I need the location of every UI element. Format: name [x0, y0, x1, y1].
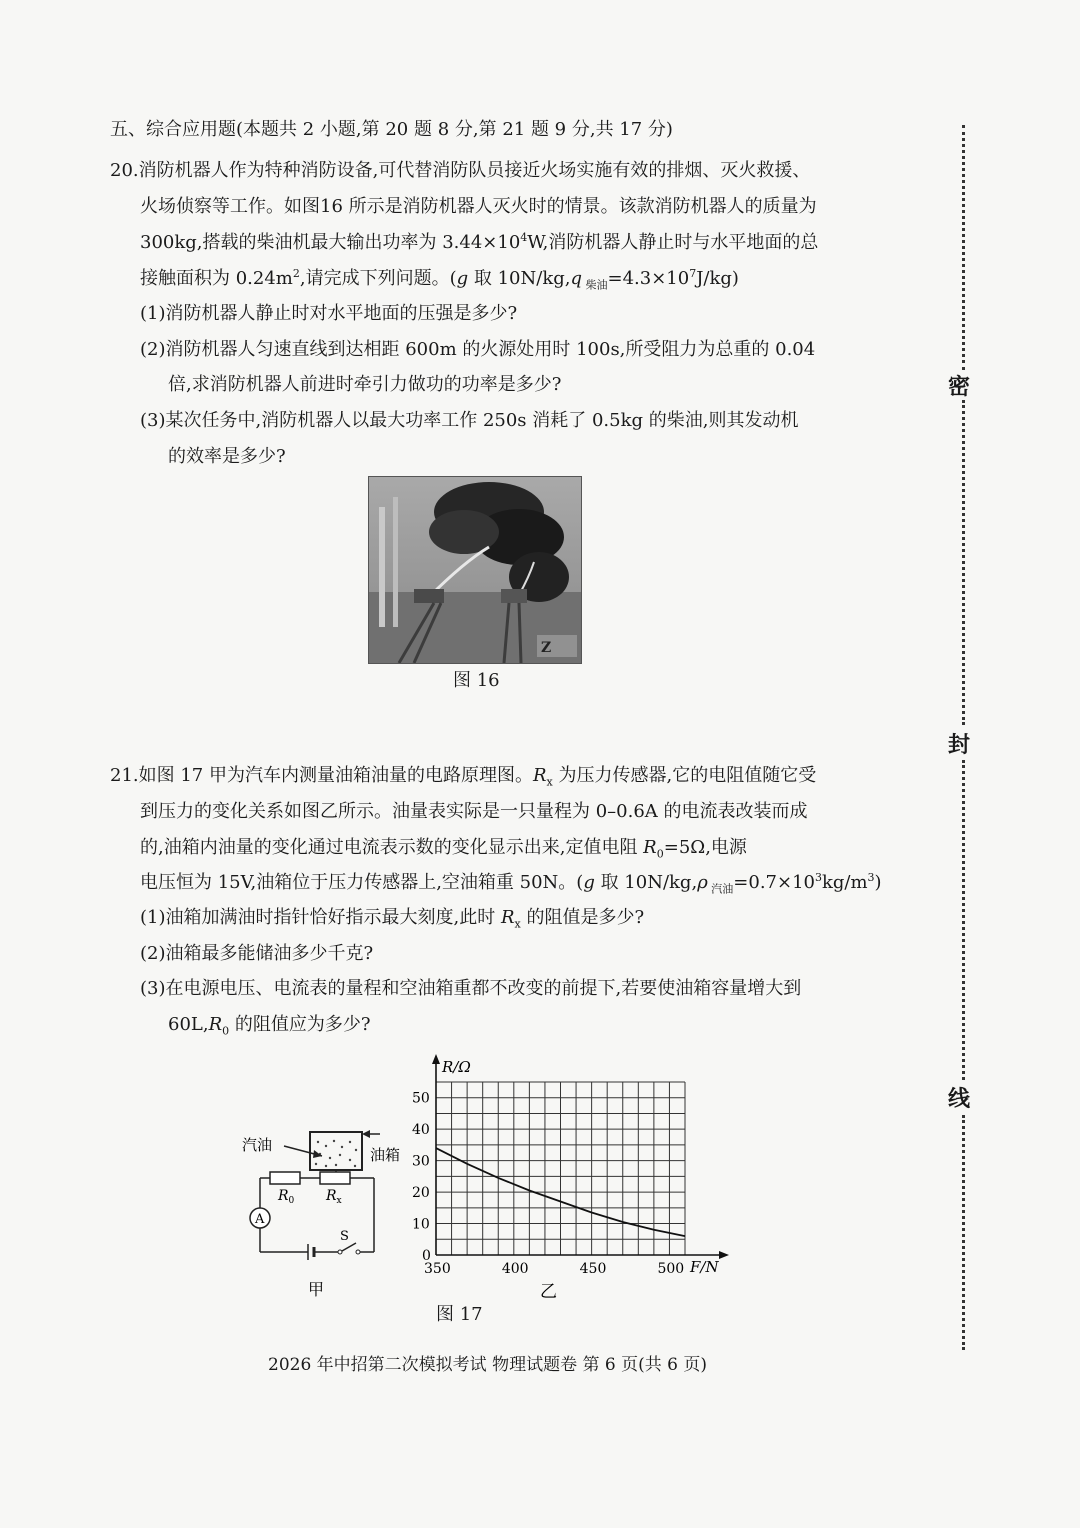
q20-q-symbol: q — [570, 268, 583, 289]
q21-part-3b-text: 60L, — [168, 1014, 209, 1035]
label-petrol: 汽油 — [242, 1136, 273, 1154]
y-tick-label: 50 — [412, 1090, 430, 1107]
q21-rx-symbol: R — [532, 765, 547, 786]
q21-line-4c: =0.7×10 — [733, 872, 815, 893]
q20-line-4c: 取 10N/kg, — [468, 268, 571, 289]
q21-rho-subscript: 汽油 — [707, 882, 734, 896]
y-tick-label: 10 — [412, 1216, 430, 1233]
q20-part-1: (1)消防机器人静止时对水平地面的压强是多少? — [140, 303, 518, 324]
q20-line-3b: W,消防机器人静止时与水平地面的总 — [527, 232, 819, 253]
chart-y-label: R/Ω — [442, 1058, 471, 1076]
q21-rho-symbol: ρ — [697, 872, 708, 893]
q21-line-1 — [110, 763, 816, 789]
q20-part-2b: 倍,求消防机器人前进时牵引力做功的功率是多少? — [168, 374, 562, 395]
chart-axes — [432, 1054, 729, 1259]
x-tick-label: 350 — [424, 1261, 451, 1277]
q21-line-4 — [140, 870, 882, 896]
q21-line-4e: ) — [874, 872, 882, 893]
q21-line-1a: 21.如图 17 甲为汽车内测量油箱油量的电路原理图。 — [110, 765, 533, 786]
y-tick-label: 30 — [412, 1153, 430, 1170]
q20-line-2: 火场侦察等工作。如图16 所示是消防机器人灭火时的情景。该款消防机器人的质量为 — [140, 196, 817, 217]
q20-line-3a: 300kg,搭载的柴油机最大输出功率为 3.44×10 — [140, 232, 521, 253]
q21-line-4b: 取 10N/kg, — [594, 872, 698, 893]
seal-mark-2: 封 — [948, 732, 971, 758]
resistance-force-chart — [400, 1050, 740, 1305]
fire-robot-photo — [368, 476, 582, 664]
q21-line-3 — [140, 835, 747, 861]
svg-text:Z: Z — [541, 640, 552, 656]
binding-line-2 — [962, 400, 965, 725]
q21-p1-rx-subscript: x — [514, 917, 521, 931]
q21-g-symbol: g — [583, 872, 595, 893]
q20-g-symbol: g — [456, 268, 469, 289]
q21-line-3a: 的,油箱内油量的变化通过电流表示数的变化显示出来,定值电阻 — [140, 837, 644, 858]
q21-line-4a: 电压恒为 15V,油箱位于压力传感器上,空油箱重 50N。( — [140, 872, 584, 893]
q20-part-3b: 的效率是多少? — [168, 446, 286, 467]
resistor-rx — [320, 1172, 350, 1184]
x-axis-arrow — [719, 1251, 729, 1259]
q21-part-3c: 的阻值应为多少? — [229, 1014, 371, 1035]
q20-part-2a: (2)消防机器人匀速直线到达相距 600m 的火源处用时 100s,所受阻力为总重的 0.04 — [140, 339, 816, 360]
q21-line-1b: 为压力传感器,它的电阻值随它受 — [552, 765, 817, 786]
q21-r0-symbol: R — [643, 837, 657, 858]
label-r0-sub: 0 — [288, 1196, 295, 1206]
q20-line-4e: J/kg) — [696, 268, 739, 289]
label-switch: S — [340, 1229, 349, 1244]
binding-line-4 — [962, 1115, 965, 1350]
q21-part-2: (2)油箱最多能储油多少千克? — [140, 943, 374, 964]
q20-exp-area: 2 — [292, 267, 300, 280]
q20-part-3a: (3)某次任务中,消防机器人以最大功率工作 250s 消耗了 0.5kg 的柴油,则其发动机 — [140, 410, 799, 431]
q21-line-4d: kg/m — [821, 872, 868, 893]
page-footer: 2026 年中招第二次模拟考试 物理试题卷 第 6 页(共 6 页) — [268, 1355, 707, 1375]
q21-line-2: 到压力的变化关系如图乙所示。油量表实际是一只量程为 0–0.6A 的电流表改装而成 — [140, 801, 808, 822]
q21-part-1b: 的阻值是多少? — [520, 907, 645, 928]
label-tank: 油箱 — [370, 1146, 401, 1164]
label-r0 — [277, 1188, 295, 1206]
circuit-diagram — [240, 1120, 420, 1300]
chart-tick-labels — [412, 1091, 684, 1277]
y-tick-label: 40 — [412, 1122, 430, 1139]
seal-mark-3: 线 — [948, 1086, 971, 1112]
x-tick-label: 500 — [657, 1261, 685, 1277]
q20-line-4b: ,请完成下列问题。( — [299, 268, 457, 289]
q20-line-1: 20.消防机器人作为特种消防设备,可代替消防队员接近火场实施有效的排烟、灭火救援、 — [110, 160, 811, 181]
resistor-r0 — [270, 1172, 300, 1184]
y-tick-label: 20 — [412, 1185, 430, 1202]
section-title: 五、综合应用题(本题共 2 小题,第 20 题 8 分,第 21 题 9 分,共 17 分) — [110, 119, 673, 140]
q21-part-1 — [140, 905, 644, 931]
chart-x-label: F/N — [690, 1258, 719, 1276]
x-tick-label: 400 — [501, 1261, 529, 1277]
q20-line-4 — [140, 266, 739, 292]
q20-line-3 — [140, 230, 818, 256]
switch-icon — [342, 1243, 356, 1251]
q21-r0-subscript: 0 — [656, 847, 664, 861]
label-rx-letter: R — [326, 1188, 337, 1204]
q21-exp-volume: 3 — [867, 871, 875, 884]
chart-caption: 乙 — [540, 1282, 557, 1302]
ammeter-label: A — [255, 1212, 265, 1227]
q20-q-subscript: 柴油 — [582, 278, 608, 292]
binding-line-3 — [962, 760, 965, 1080]
q21-line-3b: =5Ω,电源 — [663, 837, 747, 858]
y-axis-arrow — [432, 1054, 440, 1064]
fig17-caption: 图 17 — [436, 1304, 483, 1325]
q20-line-4d: =4.3×10 — [607, 268, 690, 289]
seal-mark-1: 密 — [948, 374, 971, 400]
q21-p1-rx-symbol: R — [500, 907, 515, 928]
label-r0-letter: R — [278, 1188, 289, 1204]
fig16-caption: 图 16 — [453, 670, 500, 691]
circuit-caption: 甲 — [308, 1280, 325, 1299]
x-tick-label: 450 — [579, 1261, 607, 1277]
q20-line-4a: 接触面积为 0.24m — [140, 268, 293, 289]
q20-exp-heat: 7 — [689, 267, 697, 280]
q20-exp-power: 4 — [520, 231, 528, 244]
q21-part-3b — [168, 1012, 371, 1038]
q21-exp-density: 3 — [814, 871, 822, 884]
label-rx-sub: x — [336, 1196, 342, 1206]
q21-p3-r0-symbol: R — [208, 1014, 223, 1035]
q21-rx-subscript: x — [546, 775, 553, 789]
q21-part-3a: (3)在电源电压、电流表的量程和空油箱重都不改变的前提下,若要使油箱容量增大到 — [140, 978, 802, 999]
label-rx — [325, 1188, 342, 1206]
y-tick-label: 0 — [422, 1248, 431, 1264]
binding-line-1 — [962, 125, 965, 370]
q21-part-1a: (1)油箱加满油时指针恰好指示最大刻度,此时 — [140, 907, 501, 928]
q21-p3-r0-subscript: 0 — [222, 1024, 230, 1038]
